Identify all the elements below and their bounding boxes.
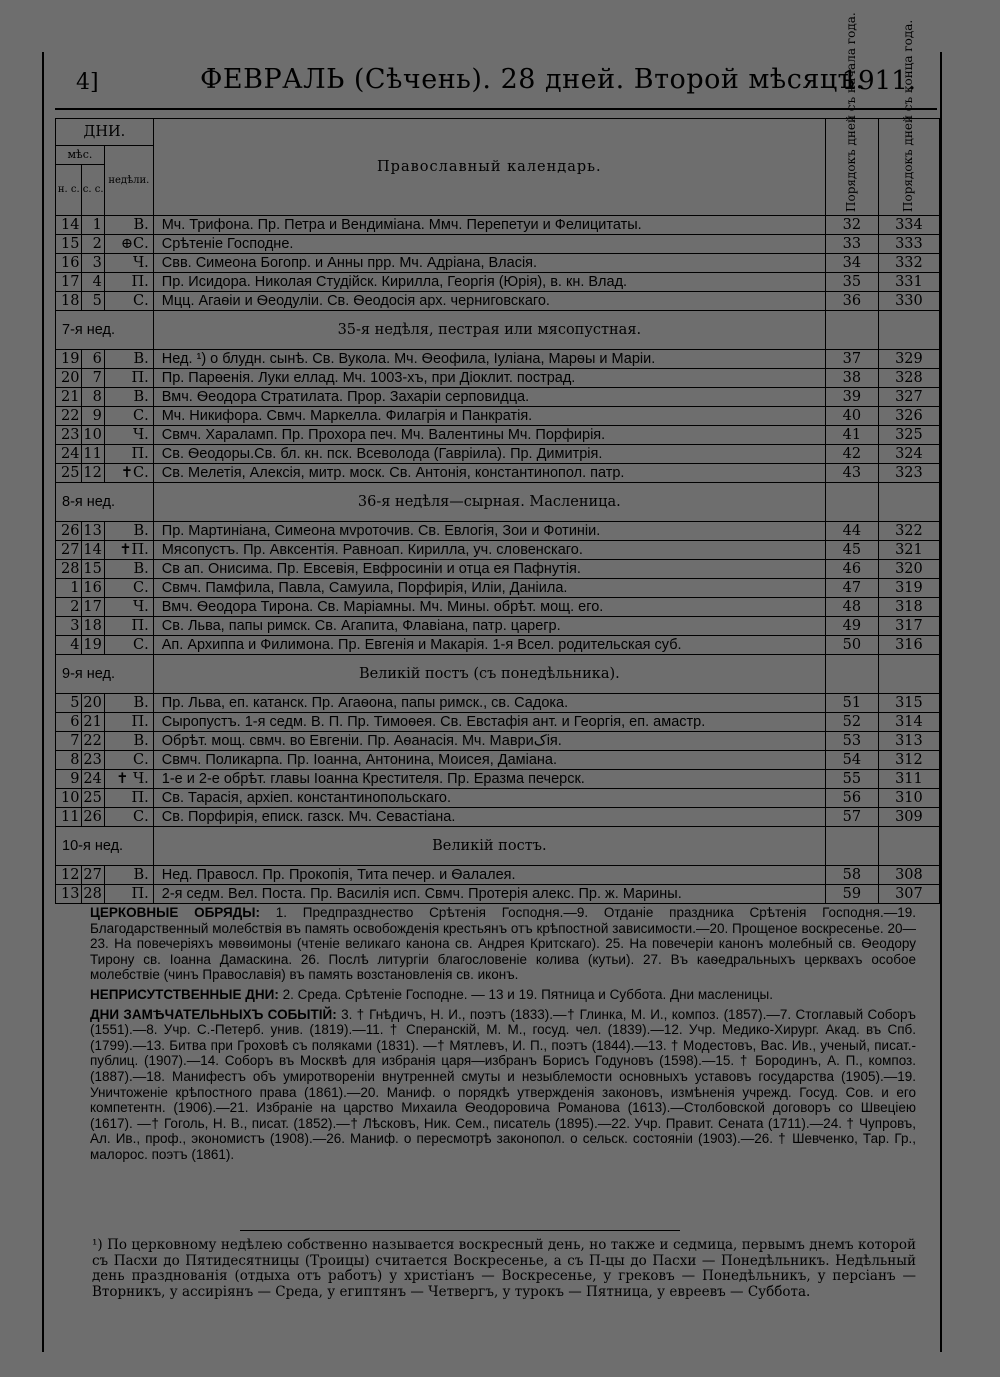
day-weekday: С.: [104, 636, 153, 655]
week-row: [56, 311, 940, 350]
day-weekday: Ч.: [104, 254, 153, 273]
day-to-end: 317: [878, 617, 939, 636]
day-ss: 19: [82, 636, 104, 655]
day-ns: 9: [56, 770, 82, 789]
day-row: [56, 522, 940, 541]
day-from-start: 34: [825, 254, 878, 273]
day-weekday: ✝П.: [104, 541, 153, 560]
day-weekday: В.: [104, 216, 153, 235]
day-to-end: 331: [878, 273, 939, 292]
day-weekday: П.: [104, 789, 153, 808]
day-weekday: В.: [104, 866, 153, 885]
day-to-end: 310: [878, 789, 939, 808]
day-text: 1-е и 2-е обрѣт. главы Іоанна Крестителя. Пр. Еразма печерск.: [153, 770, 825, 789]
day-ns: 13: [56, 885, 82, 904]
day-from-start: 33: [825, 235, 878, 254]
day-text: Свмч. Хараламп. Пр. Прохора печ. Мч. Валентины Мч. Порфирія.: [153, 426, 825, 445]
day-weekday: П.: [104, 617, 153, 636]
day-text: Свв. Симеона Богопр. и Анны прр. Мч. Адріана, Власія.: [153, 254, 825, 273]
day-from-start: 47: [825, 579, 878, 598]
day-ss: 7: [82, 369, 104, 388]
day-ss: 21: [82, 713, 104, 732]
day-ss: 9: [82, 407, 104, 426]
day-to-end: 329: [878, 350, 939, 369]
day-to-end: 327: [878, 388, 939, 407]
day-weekday: В.: [104, 560, 153, 579]
day-weekday: ✝ Ч.: [104, 770, 153, 789]
day-ss: 3: [82, 254, 104, 273]
day-ns: 7: [56, 732, 82, 751]
day-row: [56, 369, 940, 388]
day-ss: 5: [82, 292, 104, 311]
holidays-text: 2. Среда. Срѣтеніе Господне. — 13 и 19. Пятница и Суббота. Дни масленицы.: [282, 986, 773, 1002]
day-to-end: 319: [878, 579, 939, 598]
day-from-start: 40: [825, 407, 878, 426]
day-row: [56, 541, 940, 560]
from-start-header: Порядокъ дней съ начала года.: [825, 119, 878, 216]
day-text: Св. Мелетія, Алексія, митр. моск. Св. Антонія, константинопол. патр.: [153, 464, 825, 483]
day-from-start: 32: [825, 216, 878, 235]
day-ns: 16: [56, 254, 82, 273]
day-weekday: С.: [104, 751, 153, 770]
day-ss: 26: [82, 808, 104, 827]
day-from-start: 35: [825, 273, 878, 292]
day-text: Пр. Исидора. Николая Студійск. Кирилла, Георгія (Юрія), в. кн. Влад.: [153, 273, 825, 292]
rites-text: 1. Предпразднество Срѣтенія Господня.—9. Отданіе праздника Срѣтенія Господня.—19. Благодарственный молебствія въ память освобожденія крестьянъ отъ крѣпостной зависимости.—20. Прощеное воскресенье. 20—23. На повечеріяхъ мѳвѳимоны (чтеніе великаго канона св. Андрея Критскаго). 25. На повечеріи канонъ молебный св. Ѳеодору Тирону св. Іоанна Дамаскина. 26. Послѣ литургіи благословеніе колива (кутьи). 27. Въ каѳедральныхъ церквахъ особое молебствіе (чинъ Православія) въ память возстановленія св. иконъ.: [90, 905, 916, 983]
day-weekday: П.: [104, 713, 153, 732]
week-row: [56, 827, 940, 866]
day-from-start: 38: [825, 369, 878, 388]
day-row: [56, 866, 940, 885]
day-text: Св. Порфирія, еписк. газск. Мч. Севастіана.: [153, 808, 825, 827]
day-row: [56, 617, 940, 636]
calendar-title: Православный календарь.: [153, 119, 825, 216]
day-ss: 23: [82, 751, 104, 770]
day-weekday: В.: [104, 350, 153, 369]
day-row: [56, 350, 940, 369]
day-from-start: 39: [825, 388, 878, 407]
day-weekday: С.: [104, 407, 153, 426]
day-to-end: 323: [878, 464, 939, 483]
day-to-end: 330: [878, 292, 939, 311]
day-from-start: 58: [825, 866, 878, 885]
day-from-start: 41: [825, 426, 878, 445]
day-to-end: 321: [878, 541, 939, 560]
day-ss: 4: [82, 273, 104, 292]
day-to-end: 315: [878, 694, 939, 713]
day-ss: 22: [82, 732, 104, 751]
day-to-end: 313: [878, 732, 939, 751]
day-text: Срѣтеніе Господне.: [153, 235, 825, 254]
day-from-start: 48: [825, 598, 878, 617]
day-text: Св ап. Онисима. Пр. Евсевія, Евфросиніи и отца ея Пафнутія.: [153, 560, 825, 579]
day-row: [56, 751, 940, 770]
day-weekday: ⊕С.: [104, 235, 153, 254]
day-from-start: 45: [825, 541, 878, 560]
day-weekday: С.: [104, 579, 153, 598]
day-row: [56, 789, 940, 808]
day-text: Ап. Архиппа и Филимона. Пр. Евгенія и Макарія. 1-я Всел. родительская суб.: [153, 636, 825, 655]
day-text: Пр. Льва, еп. катанск. Пр. Агаѳона, папы римск., св. Садока.: [153, 694, 825, 713]
day-to-end: 309: [878, 808, 939, 827]
day-row: [56, 598, 940, 617]
day-text: Св. Ѳеодоры.Св. бл. кн. пск. Всеволода (Гавріила). Пр. Димитрія.: [153, 445, 825, 464]
day-row: [56, 273, 940, 292]
day-ns: 18: [56, 292, 82, 311]
day-to-end: 316: [878, 636, 939, 655]
day-ss: 24: [82, 770, 104, 789]
day-ss: 18: [82, 617, 104, 636]
day-row: [56, 636, 940, 655]
day-text: Мч. Трифона. Пр. Петра и Вендиміана. Ммч. Перепетуи и Фелицитаты.: [153, 216, 825, 235]
day-ns: 2: [56, 598, 82, 617]
day-weekday: В.: [104, 694, 153, 713]
days-header: ДНИ.: [56, 119, 154, 146]
day-ns: 15: [56, 235, 82, 254]
day-ns: 21: [56, 388, 82, 407]
day-text: Мясопустъ. Пр. Авксентія. Равноап. Кирилла, уч. словенскаго.: [153, 541, 825, 560]
day-ns: 28: [56, 560, 82, 579]
day-to-end: 328: [878, 369, 939, 388]
day-from-start: 36: [825, 292, 878, 311]
week-label: 8-я нед.: [56, 483, 154, 522]
day-ss: 28: [82, 885, 104, 904]
day-ns: 6: [56, 713, 82, 732]
day-ss: 13: [82, 522, 104, 541]
day-row: [56, 292, 940, 311]
day-to-end: 312: [878, 751, 939, 770]
day-row: [56, 713, 940, 732]
page-header: [60, 62, 930, 104]
week-label: 7-я нед.: [56, 311, 154, 350]
header-rule: [55, 108, 937, 110]
day-to-end: 314: [878, 713, 939, 732]
day-to-end: 322: [878, 522, 939, 541]
week-label: 10-я нед.: [56, 827, 154, 866]
ss-header: с. с.: [82, 165, 104, 216]
day-row: [56, 694, 940, 713]
day-text: Свмч. Поликарпа. Пр. Іоанна, Антонина, Моисея, Даміана.: [153, 751, 825, 770]
day-text: Обрѣт. мощ. свмч. во Евгеніи. Пр. Аѳанасія. Мч. Мавриکія.: [153, 732, 825, 751]
day-ns: 26: [56, 522, 82, 541]
day-text: Св. Льва, папы римск. Св. Агапита, Флавіана, патр. царегр.: [153, 617, 825, 636]
day-ss: 10: [82, 426, 104, 445]
day-from-start: 42: [825, 445, 878, 464]
events-label: ДНИ ЗАМѢЧАТЕЛЬНЫХЪ СОБЫТІЙ:: [90, 1006, 337, 1022]
day-ss: 14: [82, 541, 104, 560]
day-from-start: 53: [825, 732, 878, 751]
day-weekday: В.: [104, 522, 153, 541]
day-ns: 27: [56, 541, 82, 560]
day-text: Мцц. Агаѳіи и Ѳеодуліи. Св. Ѳеодосія арх. черниговскаго.: [153, 292, 825, 311]
day-weekday: ✝С.: [104, 464, 153, 483]
day-from-start: 43: [825, 464, 878, 483]
week-title: 36-я недѣля—сырная. Масленица.: [153, 483, 825, 522]
day-to-end: 332: [878, 254, 939, 273]
week-title: Великій постъ.: [153, 827, 825, 866]
day-to-end: 308: [878, 866, 939, 885]
day-text: Нед. ¹) о блудн. сынѣ. Св. Вукола. Мч. Ѳеофила, Іуліана, Марѳы и Маріи.: [153, 350, 825, 369]
day-weekday: Ч.: [104, 598, 153, 617]
day-row: [56, 216, 940, 235]
day-text: 2-я седм. Вел. Поста. Пр. Василія исп. Свмч. Протерія алекс. Пр. ж. Марины.: [153, 885, 825, 904]
day-ss: 8: [82, 388, 104, 407]
day-text: Нед. Правосл. Пр. Прокопія, Тита печер. и Ѳалалея.: [153, 866, 825, 885]
holidays-label: НЕПРИСУТСТВЕННЫЕ ДНИ:: [90, 986, 279, 1002]
day-from-start: 59: [825, 885, 878, 904]
day-row: [56, 732, 940, 751]
to-end-header: Порядокъ дней съ конца года.: [878, 119, 939, 216]
day-weekday: С.: [104, 292, 153, 311]
day-to-end: 333: [878, 235, 939, 254]
day-from-start: 51: [825, 694, 878, 713]
day-to-end: 325: [878, 426, 939, 445]
day-ss: 17: [82, 598, 104, 617]
day-weekday: В.: [104, 732, 153, 751]
day-ss: 20: [82, 694, 104, 713]
day-ns: 1: [56, 579, 82, 598]
events-text: 3. † Гнѣдичъ, Н. И., поэтъ (1833).—† Глинка, М. И., композ. (1857).—7. Стоглавый Соборъ (1551).—8. Учр. С.-Петерб. унив. (1819).—11. † Сперанскій, М. М., госуд. чел. (1839).—12. Учр. Медико-Хирург. Акад. въ Спб. (1799).—13. Битва при Гроховѣ съ поляками (1831). —† Мятлевъ, И. П., поэтъ (1844).—13. † Модестовъ, Вас. Ив., ученый, писат.-публиц. (1907).—14. Соборъ въ Москвѣ для избранія царя—избранъ Борисъ Годуновъ (1598).—15. † Бородинъ, А. П., композ. (1887).—18. Манифестъ объ умиротвореніи внутренней смуты и незыблемости основныхъ уставовъ государства (1905).—19. Уничтоженіе крѣпостного права (1861).—20. Маниф. о порядкѣ утвержденія законовъ, измѣненія учрежд. Госуд. Сов. и его компетентн. (1906).—21. Избраніе на царство Михаила Ѳеодоровича Романова (1613).—Столбовской договоръ со Швеціею (1617). —† Гоголь, Н. В., писат. (1852).—† Лѣсковъ, Ник. Сем., писатель (1895).—22. Учр. Правит. Сената (1711).—24. † Чупровъ, Ал. Ив., проф., экономистъ (1908).—26. Маниф. о пересмотрѣ законопол. о сельск. состояніи (1903).—26. † Шевченко, Тар. Гр., малорос. поэтъ (1861).: [90, 1006, 916, 1162]
day-row: [56, 464, 940, 483]
day-text: Свмч. Памфила, Павла, Самуила, Порфирія, Иліи, Даніила.: [153, 579, 825, 598]
day-from-start: 55: [825, 770, 878, 789]
ns-header: н. с.: [56, 165, 82, 216]
day-to-end: 334: [878, 216, 939, 235]
day-weekday: П.: [104, 445, 153, 464]
week-title: Великій постъ (съ понедѣльника).: [153, 655, 825, 694]
day-to-end: 320: [878, 560, 939, 579]
day-row: [56, 560, 940, 579]
day-ss: 6: [82, 350, 104, 369]
day-row: [56, 885, 940, 904]
day-from-start: 50: [825, 636, 878, 655]
day-ss: 1: [82, 216, 104, 235]
day-ns: 8: [56, 751, 82, 770]
day-ns: 11: [56, 808, 82, 827]
day-row: [56, 426, 940, 445]
page-title: ФЕВРАЛЬ (Сѣчень). 28 дней. Второй мѣсяцъ.: [200, 64, 865, 95]
page-number: 4]: [76, 70, 99, 95]
day-row: [56, 579, 940, 598]
day-from-start: 49: [825, 617, 878, 636]
day-ns: 23: [56, 426, 82, 445]
day-ns: 17: [56, 273, 82, 292]
day-text: Пр. Парѳенія. Луки еллад. Мч. 1003-хъ, при Діоклит. пострад.: [153, 369, 825, 388]
day-from-start: 46: [825, 560, 878, 579]
day-from-start: 54: [825, 751, 878, 770]
day-text: Св. Тарасія, архіеп. константинопольскаго.: [153, 789, 825, 808]
day-text: Сыропустъ. 1-я седм. В. П. Пр. Тимоѳея. Св. Евстафія ант. и Георгія, еп. амастр.: [153, 713, 825, 732]
day-weekday: П.: [104, 369, 153, 388]
week-label: 9-я нед.: [56, 655, 154, 694]
day-ns: 10: [56, 789, 82, 808]
day-from-start: 44: [825, 522, 878, 541]
week-title: 35-я недѣля, пестрая или мясопустная.: [153, 311, 825, 350]
day-ss: 12: [82, 464, 104, 483]
day-row: [56, 808, 940, 827]
month-header: мѣс.: [56, 146, 105, 165]
day-ns: 24: [56, 445, 82, 464]
day-ns: 3: [56, 617, 82, 636]
day-from-start: 37: [825, 350, 878, 369]
day-text: Пр. Мартиніана, Симеона мvроточив. Св. Евлогія, Зои и Фотиніи.: [153, 522, 825, 541]
day-ns: 14: [56, 216, 82, 235]
day-to-end: 307: [878, 885, 939, 904]
day-row: [56, 388, 940, 407]
day-ns: 20: [56, 369, 82, 388]
day-ns: 19: [56, 350, 82, 369]
day-row: [56, 407, 940, 426]
day-text: Мч. Никифора. Свмч. Маркелла. Филагрія и Панкратія.: [153, 407, 825, 426]
day-to-end: 311: [878, 770, 939, 789]
day-to-end: 326: [878, 407, 939, 426]
day-weekday: С.: [104, 808, 153, 827]
day-from-start: 56: [825, 789, 878, 808]
day-ss: 25: [82, 789, 104, 808]
day-row: [56, 254, 940, 273]
week-row: [56, 483, 940, 522]
rites-label: ЦЕРКОВНЫЕ ОБРЯДЫ:: [90, 905, 260, 920]
day-ns: 22: [56, 407, 82, 426]
footnote: ¹) По церковному недѣлею собственно называется воскресный день, но также и седмица, первымъ днемъ которой съ Пасхи до Пятидесятницы (Троицы) считается Воскресенье, а съ П-цы до Пасхи — Понедѣльникъ. Недѣльный день празднованія (отдыха отъ работъ) у христіанъ — Воскресенье, у грековъ — Понедѣльникъ, у персіанъ — Вторникъ, у ассиріянъ — Среда, у египтянъ — Четвергъ, у турокъ — Пятница, у евреевъ — Суббота.: [92, 1237, 916, 1300]
day-ns: 12: [56, 866, 82, 885]
day-ss: 27: [82, 866, 104, 885]
day-text: Вмч. Ѳеодора Тирона. Св. Маріамны. Мч. Мины. обрѣт. мощ. его.: [153, 598, 825, 617]
day-text: Вмч. Ѳеодора Стратилата. Прор. Захаріи серповидца.: [153, 388, 825, 407]
day-weekday: В.: [104, 388, 153, 407]
day-ns: 25: [56, 464, 82, 483]
day-weekday: П.: [104, 273, 153, 292]
day-ns: 4: [56, 636, 82, 655]
day-ss: 16: [82, 579, 104, 598]
day-ss: 15: [82, 560, 104, 579]
day-row: [56, 770, 940, 789]
day-from-start: 57: [825, 808, 878, 827]
day-to-end: 324: [878, 445, 939, 464]
day-ss: 2: [82, 235, 104, 254]
day-ss: 11: [82, 445, 104, 464]
footnote-separator: [240, 1230, 680, 1231]
notes-section: [90, 905, 916, 1167]
day-weekday: Ч.: [104, 426, 153, 445]
weekday-header: недѣли.: [104, 146, 153, 216]
day-ns: 5: [56, 694, 82, 713]
day-weekday: П.: [104, 885, 153, 904]
day-to-end: 318: [878, 598, 939, 617]
day-from-start: 52: [825, 713, 878, 732]
day-row: [56, 445, 940, 464]
year: 1911.: [841, 66, 916, 96]
day-row: [56, 235, 940, 254]
week-row: [56, 655, 940, 694]
